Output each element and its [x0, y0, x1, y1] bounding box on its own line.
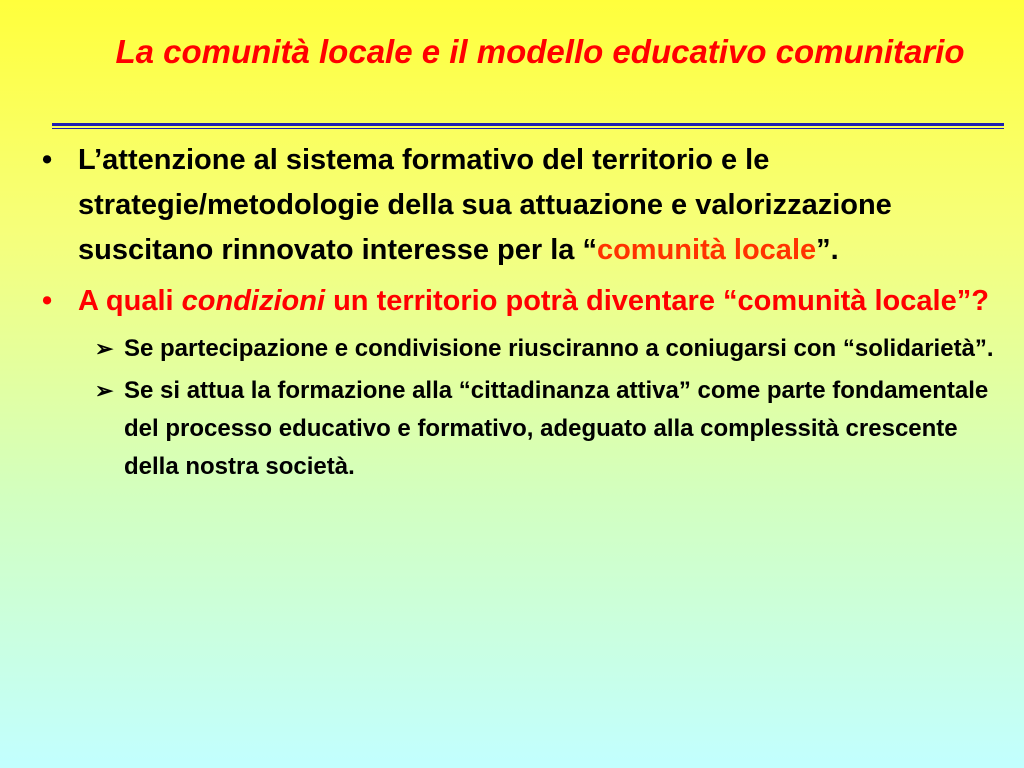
sub-bullet-text: Se si attua la formazione alla “cittadinanza attiva” come parte fondamentale del processo educativo e formativo, adeguato alla complessità crescente della nostra società. [124, 377, 989, 480]
arrow-bullet-icon: ➢ [95, 378, 114, 403]
bullet-dot-icon: • [42, 144, 53, 176]
arrow-bullet-icon: ➢ [95, 336, 114, 361]
title-divider [52, 123, 1004, 126]
emphasis-text: condizioni [181, 285, 326, 317]
question-text: A quali [78, 285, 182, 317]
bullet-text-end: ”. [816, 234, 839, 266]
sub-bullet-item-1 [0, 330, 1024, 368]
question-text-end: un territorio potrà diventare “comunità locale”? [325, 285, 989, 317]
bullet-text: L’attenzione al sistema formativo del territorio e le strategie/metodologie della sua attuazione e valorizzazione suscitano rinnovato interesse per la “ [78, 144, 892, 266]
sub-bullet-item-2 [0, 372, 1024, 486]
title-divider-thin [52, 128, 1004, 129]
highlight-text: comunità locale [596, 234, 817, 266]
slide-title: La comunità locale e il modello educativo comunitario [115, 33, 965, 70]
bullet-item-1 [0, 138, 1024, 273]
bullet-list [0, 138, 1024, 490]
sub-bullet-text: Se partecipazione e condivisione riusciranno a coniugarsi con “solidarietà”. [124, 335, 994, 362]
bullet-item-2 [0, 279, 1024, 324]
bullet-dot-icon: • [42, 285, 53, 317]
